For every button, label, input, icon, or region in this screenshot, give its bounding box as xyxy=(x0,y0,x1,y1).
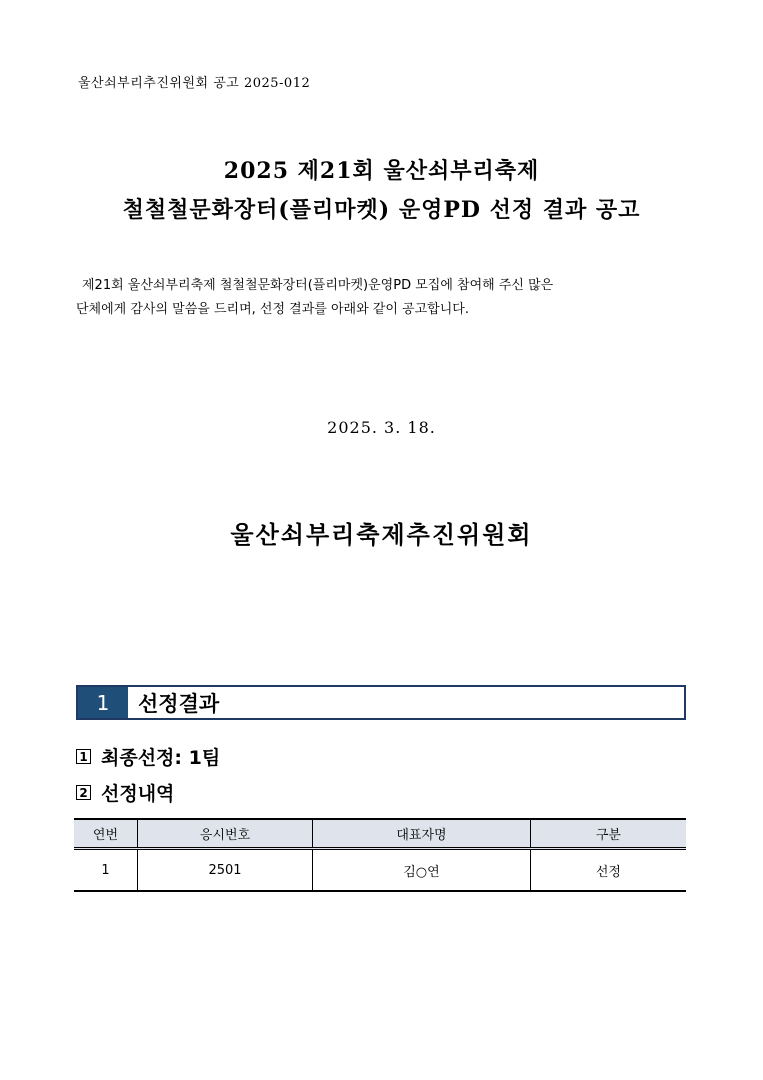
cell-application-number: 2501 xyxy=(137,849,312,892)
announcement-date: 2025. 3. 18. xyxy=(327,418,436,437)
intro-paragraph xyxy=(76,274,688,322)
table-row xyxy=(74,849,686,892)
column-header-application-number: 응시번호 xyxy=(137,819,312,849)
table-header-row xyxy=(74,819,686,849)
intro-line-2: 단체에게 감사의 말씀을 드리며, 선정 결과를 아래와 같이 공고합니다. xyxy=(76,302,469,317)
boxed-number-icon: 2 xyxy=(76,785,91,800)
cell-representative: 김○연 xyxy=(313,849,531,892)
column-header-category: 구분 xyxy=(530,819,686,849)
intro-line-1: 제21회 울산쇠부리축제 철철철문화장터(플리마켓)운영PD 모집에 참여해 주신 많은 xyxy=(82,278,554,293)
subsection-text: 최종선정: 1팀 xyxy=(101,747,221,769)
page-title-line-2: 철철철문화장터(플리마켓) 운영PD 선정 결과 공고 xyxy=(122,197,641,223)
notice-number: 울산쇠부리추진위원회 공고 2025-012 xyxy=(78,76,311,91)
section-title: 선정결과 xyxy=(138,691,220,716)
cell-category: 선정 xyxy=(530,849,686,892)
subsection-selection-details xyxy=(76,779,174,806)
column-header-representative: 대표자명 xyxy=(313,819,531,849)
subsection-final-selection xyxy=(76,743,220,770)
column-header-serial: 연번 xyxy=(74,819,137,849)
organization-name: 울산쇠부리축제추진위원회 xyxy=(230,520,533,549)
selection-result-table xyxy=(74,818,686,892)
subsection-text: 선정내역 xyxy=(101,783,175,805)
boxed-number-icon: 1 xyxy=(76,749,91,764)
page-title-line-1: 2025 제21회 울산쇠부리축제 xyxy=(223,158,540,184)
cell-serial: 1 xyxy=(74,849,137,892)
section-number: 1 xyxy=(78,687,128,718)
section-header xyxy=(76,685,686,720)
